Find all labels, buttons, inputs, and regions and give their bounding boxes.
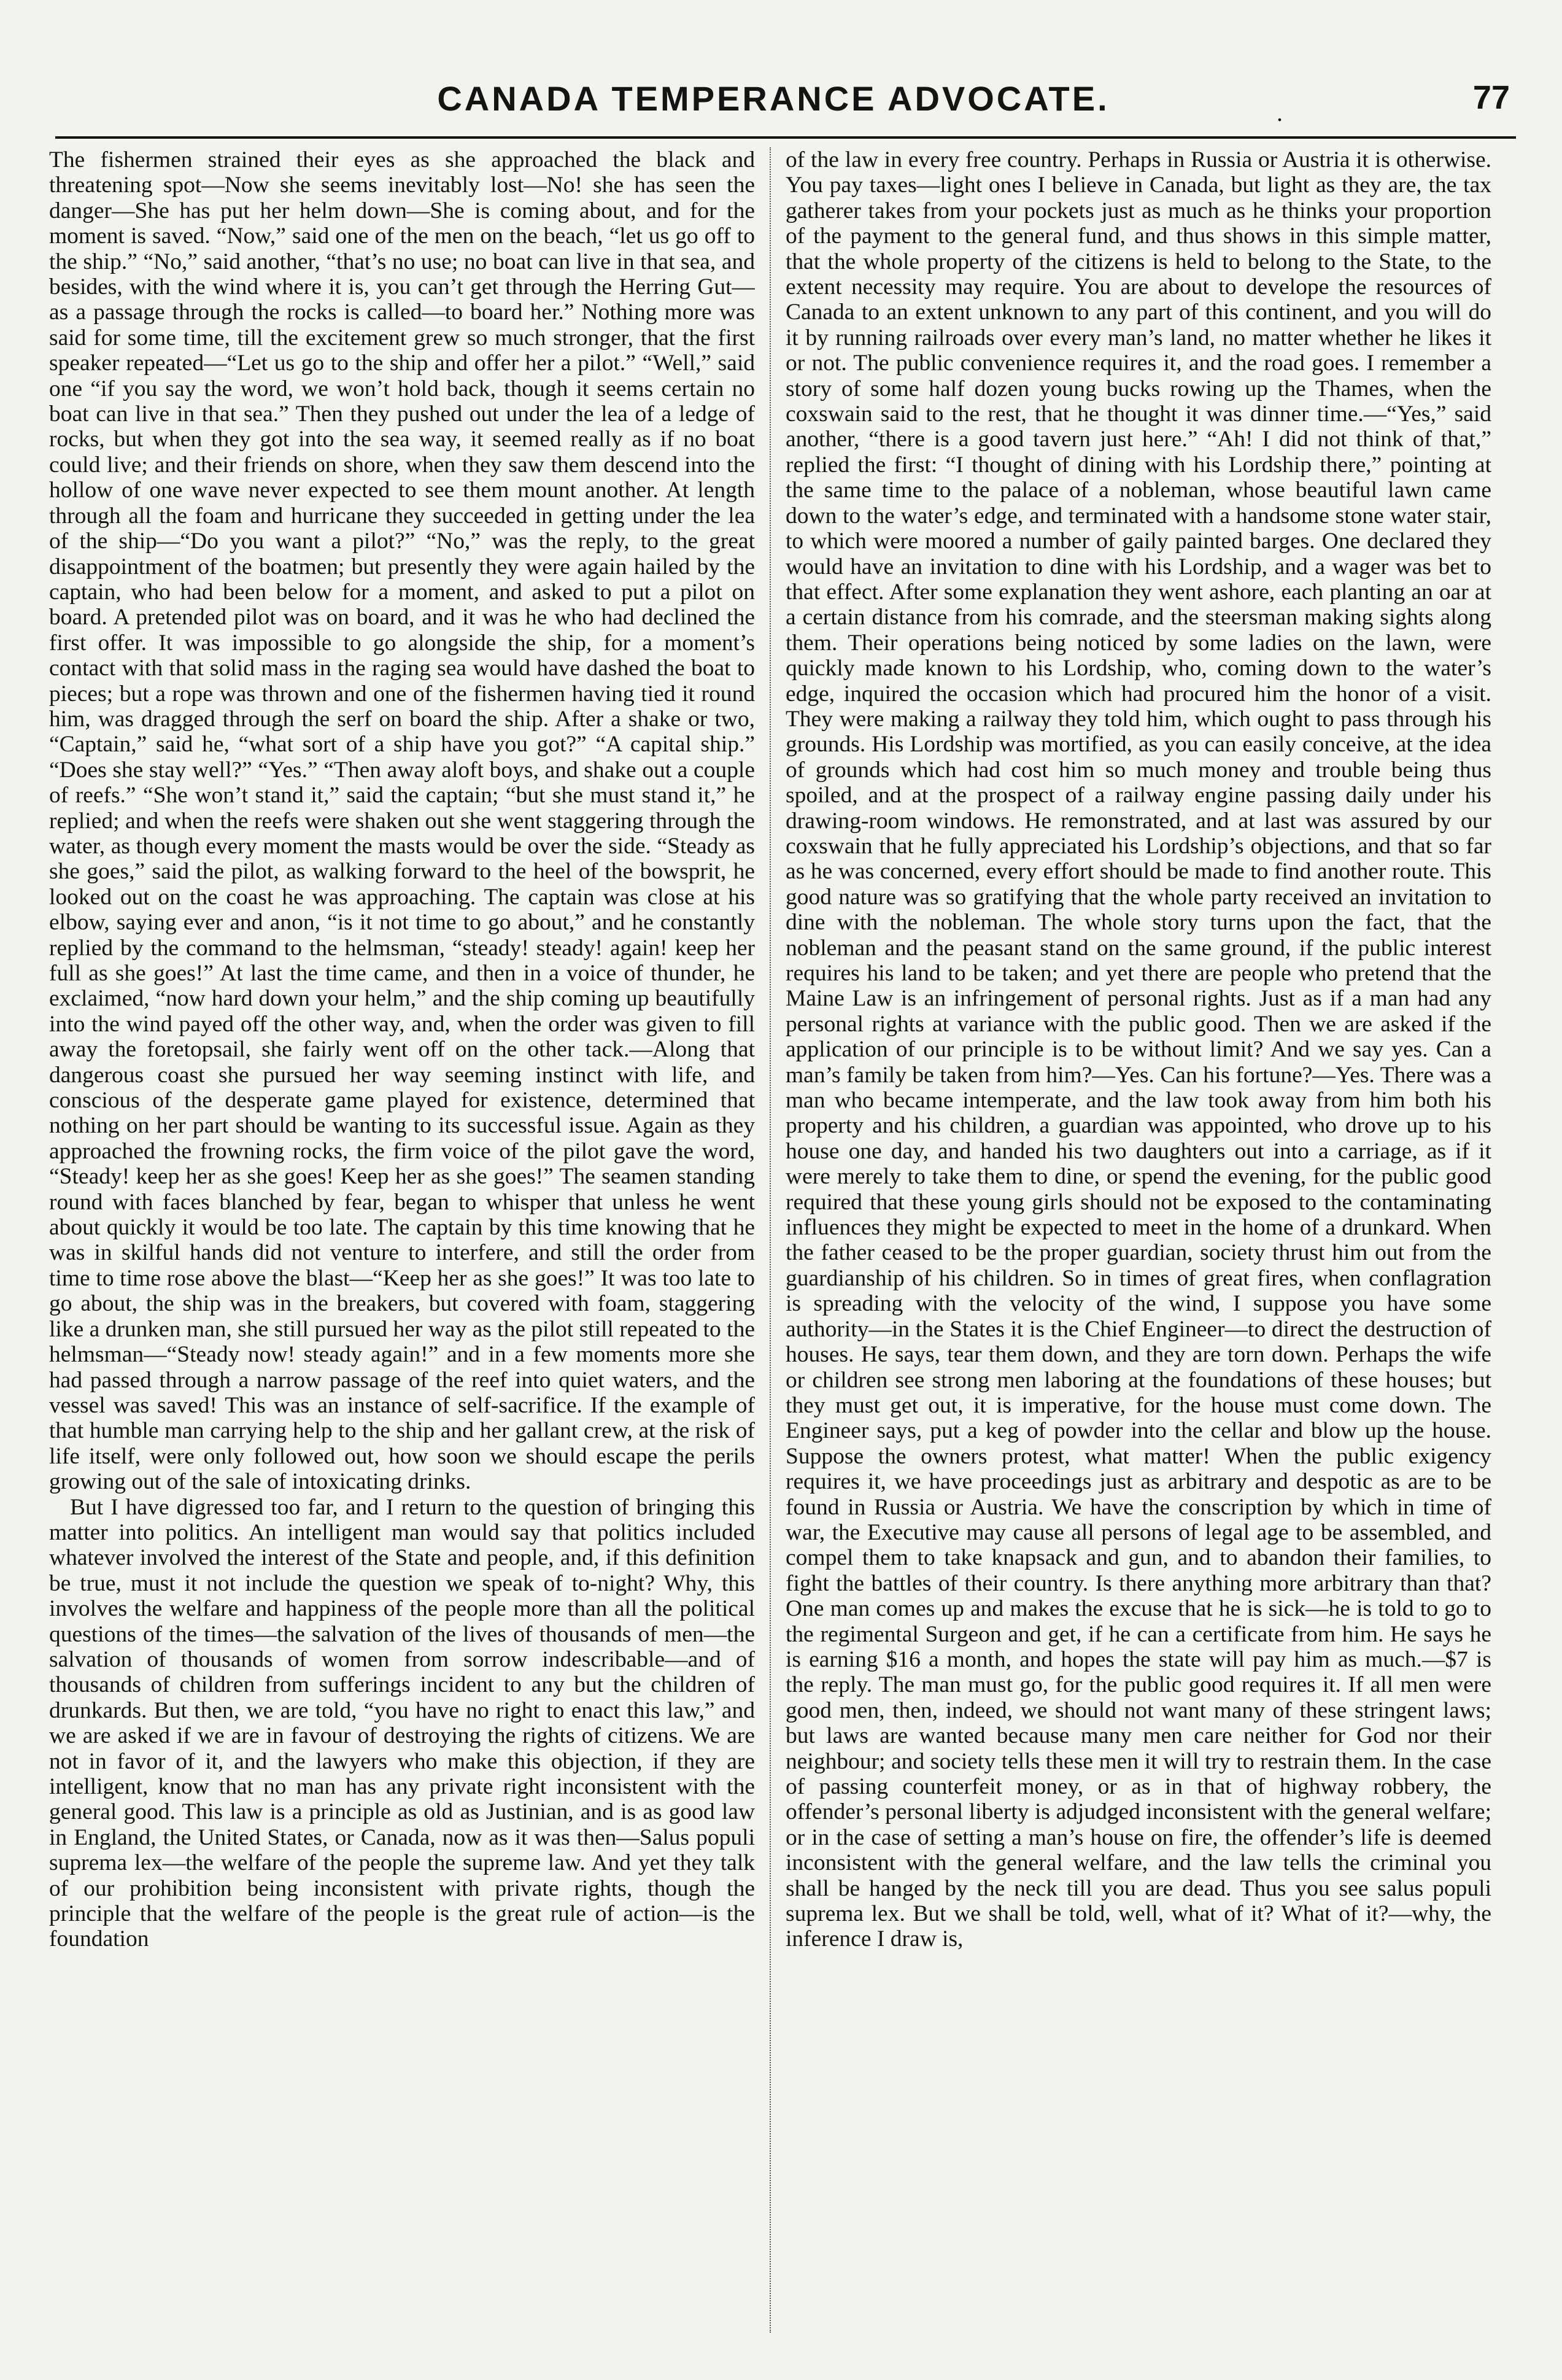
left-paragraph-1: The fishermen strained their eyes as she approached the black and threatening spot—Now she seems inevitably lost—No! she has seen the danger—She has put her helm down—She is coming about, and for the moment is saved. “Now,” said one of the men on the beach, “let us go off to the ship.” “No,” said another, “that’s no use; no boat can live in that sea, and besides, with the wind where it is, you can’t get through the Herring Gut—as a passage through the rocks is called—to board her.” Nothing more was said for some time, till the excitement grew so much stronger, that the first speaker repeated—“Let us go to the ship and offer her a pilot.” “Well,” said one “if you say the word, we won’t hold back, though it seems certain no boat can live in that sea.” Then they pushed out under the lea of a ledge of rocks, but when they got into the sea way, it seemed really as if no boat could live; and their friends on shore, when they saw them descend into the hollow of one wave never expected to see them mount another. At length through all the foam and hurricane they succeeded in getting under the lea of the ship—“Do you want a pilot?” “No,” was the reply, to the great disappointment of the boatmen; but presently they were again hailed by the captain, who had been below for a moment, and asked to put a pilot on board. A pretended pilot was on board, and it was he who had declined the first offer. It was impossible to go alongside the ship, for a moment’s contact with that solid mass in the raging sea would have dashed the boat to pieces; but a rope was thrown and one of the fishermen having tied it round him, was dragged through the serf on board the ship. After a shake or two, “Captain,” said he, “what sort of a ship have you got?” “A capital ship.” “Does she stay well?” “Yes.” “Then away aloft boys, and shake out a couple of reefs.” “She won’t stand it,” said the captain; “but she must stand it,” he replied; and when the reefs were shaken out she went staggering through the water, as though every moment the masts would be over the side. “Steady as she goes,” said the pilot, as walking forward to the heel of the bowsprit, he looked out on the coast he was approaching. The captain was close at his elbow, saying ever and anon, “is it not time to go about,” and he constantly replied by the command to the helmsman, “steady! steady! again! keep her full as she goes!” At last the time came, and then in a voice of thunder, he exclaimed, “now hard down your helm,” and the ship coming up beautifully into the wind payed off the other way, and, when the order was given to fill away the foretopsail, she fairly went off on the other tack.—Along that dangerous coast she pursued her way seeming instinct with life, and conscious of the desperate game played for existence, determined that nothing on her part should be wanting to its successful issue. Again as they approached the frowning rocks, the firm voice of the pilot gave the word, “Steady! keep her as she goes! Keep her as she goes!” The seamen standing round with faces blanched by fear, began to whisper that unless he went about quickly it would be too late. The captain by this time knowing that he was in skilful hands did not venture to interfere, and still the order from time to time rose above the blast—“Keep her as she goes!” It was too late to go about, the ship was in the breakers, but covered with foam, staggering like a drunken man, she still pursued her way as the pilot still repeated to the helmsman—“Steady now! steady again!” and in a few moments more she had passed through a narrow passage of the reef into quiet waters, and the vessel was saved! This was an instance of self-sacrifice. If the example of that humble man carrying help to the ship and her gallant crew, at the risk of life itself, were only followed out, how soon we should escape the perils growing out of the sale of intoxicating drinks.	[49, 147, 755, 1495]
left-column	[49, 147, 755, 2333]
left-paragraph-2: But I have digressed too far, and I return to the question of bringing this matter into politics. An intelligent man would say that politics included whatever involved the interest of the State and people, and, if this definition be true, must it not include the question we speak of to-night? Why, this involves the welfare and happiness of the people more than all the political questions of the times—the salvation of the lives of thousands of men—the salvation of thousands of women from sorrow indescribable—and of thousands of children from sufferings incident to any but the children of drunkards. But then, we are told, “you have no right to enact this law,” and we are asked if we are in favour of destroying the rights of citizens. We are not in favor of it, and the lawyers who make this objection, if they are intelligent, know that no man has any private right inconsistent with the general good. This law is a principle as old as Justinian, and is as good law in England, the United States, or Canada, now as it was then—Salus populi suprema lex—the welfare of the people the supreme law. And yet they talk of our prohibition being inconsistent with private rights, though the principle that the welfare of the people is the great rule of action—is the foundation	[49, 1494, 755, 1952]
page-number: 77	[1472, 79, 1510, 116]
right-paragraph-1: of the law in every free country. Perhaps in Russia or Austria it is otherwise. You pay taxes—light ones I believe in Canada, but light as they are, the tax gatherer takes from your pockets just as much as he thinks your proportion of the payment to the general fund, and thus shows in this simple matter, that the whole property of the citizens is held to belong to the State, to the extent necessity may require. You are about to develope the resources of Canada to an extent unknown to any part of this continent, and you will do it by running railroads over every man’s land, no matter whether he likes it or not. The public convenience requires it, and the road goes. I remember a story of some half dozen young bucks rowing up the Thames, when the coxswain said to the rest, that he thought it was dinner time.—“Yes,” said another, “there is a good tavern just here.” “Ah! I did not think of that,” replied the first: “I thought of dining with his Lordship there,” pointing at the same time to the palace of a nobleman, whose beautiful lawn came down to the water’s edge, and terminated with a handsome stone water stair, to which were moored a number of gaily painted barges. One declared they would have an invitation to dine with his Lordship, and a wager was bet to that effect. After some explanation they went ashore, each planting an oar at a certain distance from his comrade, and the steersman making sights along them. Their operations being noticed by some ladies on the lawn, were quickly made known to his Lordship, who, coming down to the water’s edge, inquired the occasion which had procured him the honor of a visit. They were making a railway they told him, which ought to pass through his grounds. His Lordship was mortified, as you can easily conceive, at the idea of grounds which had cost him so much money and trouble being thus spoiled, and at the prospect of a railway engine passing daily under his drawing-room windows. He remonstrated, and at last was assured by our coxswain that he fully appreciated his Lordship’s objections, and that so far as he was concerned, every effort should be made to find another route. This good nature was so gratifying that the whole party received an invitation to dine with the nobleman. The whole story turns upon the fact, that the nobleman and the peasant stand on the same ground, if the public interest requires his land to be taken; and yet there are people who pretend that the Maine Law is an infringement of personal rights. Just as if a man had any personal rights at variance with the public good. Then we are asked if the application of our principle is to be without limit? And we say yes. Can a man’s family be taken from him?—Yes. Can his fortune?—Yes. There was a man who became intemperate, and the law took away from him both his property and his children, a guardian was appointed, who drove up to his house one day, and handed his two daughters out into a carriage, as if it were merely to take them to dine, or spend the evening, for the public good required that these young girls should not be exposed to the contaminating influences they might be expected to meet in the home of a drunkard. When the father ceased to be the proper guardian, society thrust him out from the guardianship of his children. So in times of great fires, when conflagration is spreading with the velocity of the wind, I suppose you have some authority—in the States it is the Chief Engineer—to direct the destruction of houses. He says, tear them down, and they are torn down. Perhaps the wife or children see strong men laboring at the foundations of these houses; but they must get out, it is imperative, for the house must come down. The Engineer says, put a keg of powder into the cellar and blow up the house. Suppose the owners protest, what matter! When the public exigency requires it, we have proceedings just as arbitrary and despotic as are to be found in Russia or Austria. We have the conscription by which in time of war, the Executive may cause all persons of legal age to be assembled, and compel them to take knapsack and gun, and to abandon their families, to fight the battles of their country. Is there anything more arbitrary than that? One man comes up and makes the excuse that he is sick—he is told to go to the regimental Surgeon and get, if he can a certificate from him. He says he is earning $16 a month, and hopes the state will pay him as much.—$7 is the reply. The man must go, for the public good requires it. If all men were good men, then, indeed, we should not want many of these stringent laws; but laws are wanted because many men care neither for God nor their neighbour; and society tells these men it will try to restrain them. In the case of passing counterfeit money, or as in that of highway robbery, the offender’s personal liberty is adjudged inconsistent with the general welfare; or in the case of setting a man’s house on fire, the offender’s life is deemed inconsistent with the general welfare, and the law tells the criminal you shall be hanged by the neck till you are dead. Thus you see salus populi suprema lex. But we shall be told, well, what of it? What of it?—why, the inference I draw is,	[786, 147, 1491, 1952]
column-divider	[770, 147, 771, 2333]
header-dot: .	[1277, 99, 1283, 126]
right-column	[786, 147, 1491, 2333]
header-rule	[55, 136, 1516, 139]
publication-title: CANADA TEMPERANCE ADVOCATE.	[437, 79, 1110, 118]
page-header	[55, 74, 1516, 129]
